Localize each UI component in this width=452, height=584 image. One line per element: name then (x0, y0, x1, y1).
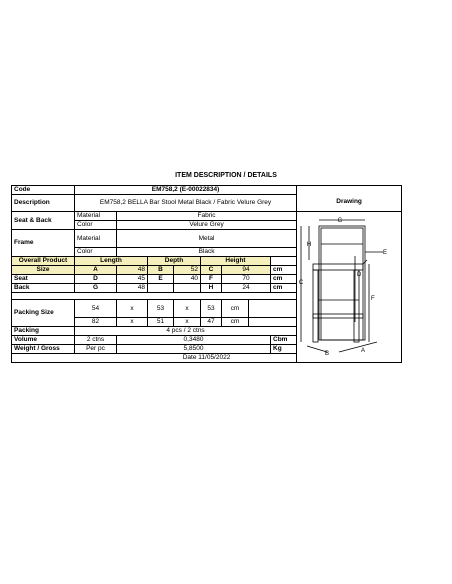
stool-back-frame (319, 226, 365, 340)
seat-back-color-label: Color (75, 221, 117, 230)
code-value: EM758,2 (E-00022834) (75, 186, 297, 195)
packing1-unit: cm (222, 300, 249, 318)
seat-back-label: Seat & Back (12, 212, 75, 230)
drawing-area (297, 212, 402, 363)
depth-header: Depth (148, 257, 201, 266)
back-length-value: 48 (117, 284, 148, 293)
stool-footrest (313, 314, 363, 318)
seat-height-value: 70 (222, 275, 271, 284)
seat-depth-value: 40 (174, 275, 201, 284)
back-height-code: H (201, 284, 222, 293)
packing1-a: 54 (75, 300, 117, 318)
height-header: Height (201, 257, 271, 266)
drawing-label: Drawing (297, 186, 402, 212)
bar-stool-drawing (297, 212, 402, 362)
packing2-c: 47 (201, 318, 222, 327)
volume-sub: 2 ctns (75, 336, 117, 345)
dim-b-label: B (325, 351, 330, 357)
frame-color: Black (117, 248, 297, 257)
dim-h-label: H (306, 242, 312, 248)
seat-back-color: Velure Grey (117, 221, 297, 230)
volume-value: 0,3480 (117, 336, 271, 345)
packing1-x2: x (174, 300, 201, 318)
weight-sub: Per pc (75, 345, 117, 354)
frame-material-label: Material (75, 230, 117, 248)
description-label: Description (12, 195, 75, 212)
volume-unit: Cbm (271, 336, 297, 345)
dim-e-label: E (383, 250, 388, 256)
dim-g-label: G (337, 218, 343, 224)
height-code: C (201, 266, 222, 275)
seat-back-material: Fabric (117, 212, 297, 221)
dim-d-label: D (357, 272, 362, 278)
seat-height-code: F (201, 275, 222, 284)
length-header: Length (75, 257, 148, 266)
packing1-c: 53 (201, 300, 222, 318)
back-size-label: Back (12, 284, 75, 293)
seat-length-value: 45 (117, 275, 148, 284)
depth-value: 52 (174, 266, 201, 275)
stool-front-leg (313, 270, 318, 342)
seat-back-material-label: Material (75, 212, 117, 221)
back-depth-value (174, 284, 201, 293)
weight-value: 5,8500 (117, 345, 271, 354)
packing2-b: 51 (148, 318, 174, 327)
overall-product-label: Overall Product (12, 257, 75, 266)
seat-back-material-row (12, 212, 402, 221)
document-date: Date 11/05/2022 (12, 354, 402, 363)
packing-value: 4 pcs / 2 ctns (75, 327, 297, 336)
seat-depth-code: E (148, 275, 174, 284)
packing2-x1: x (117, 318, 148, 327)
spec-table (11, 185, 402, 363)
dim-c-label: C (298, 280, 304, 286)
frame-label: Frame (12, 230, 75, 257)
document-title: ITEM DESCRIPTION / DETAILS (175, 172, 277, 179)
stool-seat (313, 264, 363, 270)
code-label: Code (12, 186, 75, 195)
seat-size-label: Seat (12, 275, 75, 284)
size-label: Size (12, 266, 75, 275)
size-unit: cm (271, 266, 297, 275)
weight-label: Weight / Gross (12, 345, 75, 354)
packing1-x1: x (117, 300, 148, 318)
packing2-a: 82 (75, 318, 117, 327)
seat-length-code: D (75, 275, 117, 284)
length-code: A (75, 266, 117, 275)
length-value: 48 (117, 266, 148, 275)
depth-code: B (148, 266, 174, 275)
weight-unit: Kg (271, 345, 297, 354)
description-value: EM758,2 BELLA Bar Stool Metal Black / Fabric Velure Grey (75, 195, 297, 212)
seat-size-unit: cm (271, 275, 297, 284)
date-row (12, 354, 402, 363)
dim-a-label: A (361, 348, 366, 354)
frame-material: Metal (117, 230, 297, 248)
stool-back-inner (321, 228, 363, 340)
back-depth-code (148, 284, 174, 293)
back-length-code: G (75, 284, 117, 293)
packing2-unit: cm (222, 318, 249, 327)
packing-label: Packing (12, 327, 75, 336)
frame-color-label: Color (75, 248, 117, 257)
code-row (12, 186, 402, 195)
volume-label: Volume (12, 336, 75, 345)
packing-size-label: Packing Size (12, 300, 75, 327)
dim-f-label: F (371, 296, 375, 302)
packing2-x2: x (174, 318, 201, 327)
back-height-value: 24 (222, 284, 271, 293)
height-value: 94 (222, 266, 271, 275)
back-size-unit: cm (271, 284, 297, 293)
packing1-b: 53 (148, 300, 174, 318)
